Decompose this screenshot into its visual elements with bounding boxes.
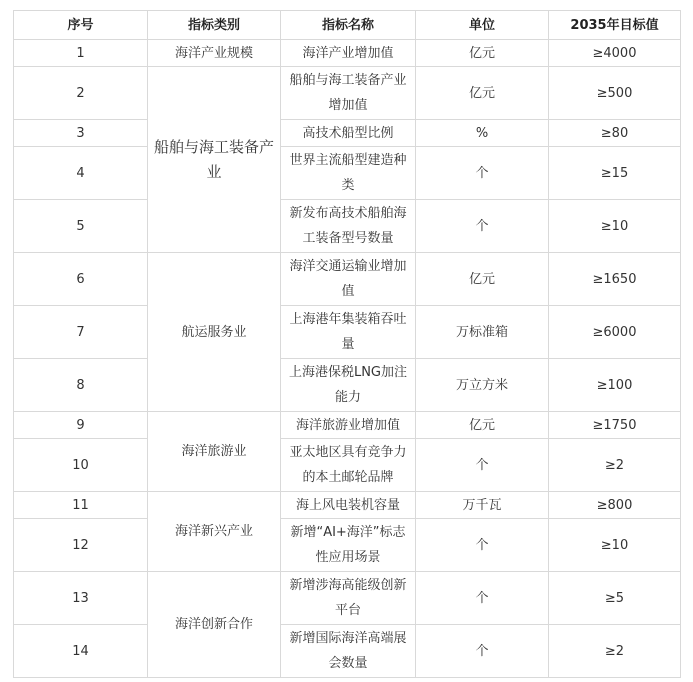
indicator-name: 上海港年集装箱吞吐量 <box>281 306 416 359</box>
indicator-name: 新增涉海高能级创新平台 <box>281 572 416 625</box>
table-row <box>14 439 681 492</box>
unit-cell: 个 <box>416 200 549 253</box>
row-no: 2 <box>14 67 148 120</box>
target-cell: ≥10 <box>549 519 681 572</box>
row-no: 11 <box>14 492 148 519</box>
table-row <box>14 572 681 625</box>
unit-cell: 个 <box>416 439 549 492</box>
table-row <box>14 253 681 306</box>
category-cell: 海洋创新合作 <box>148 572 281 678</box>
header-unit: 单位 <box>416 11 549 40</box>
target-cell: ≥1650 <box>549 253 681 306</box>
row-no: 8 <box>14 359 148 412</box>
indicator-name: 新增国际海洋高端展会数量 <box>281 625 416 678</box>
table-row <box>14 120 681 147</box>
target-cell: ≥10 <box>549 200 681 253</box>
category-cell: 海洋旅游业 <box>148 412 281 492</box>
indicator-name: 船舶与海工装备产业增加值 <box>281 67 416 120</box>
row-no: 12 <box>14 519 148 572</box>
target-cell: ≥100 <box>549 359 681 412</box>
header-name: 指标名称 <box>281 11 416 40</box>
table-row <box>14 200 681 253</box>
table-row <box>14 519 681 572</box>
table-row <box>14 625 681 678</box>
target-cell: ≥2 <box>549 625 681 678</box>
indicator-name: 海上风电装机容量 <box>281 492 416 519</box>
target-cell: ≥500 <box>549 67 681 120</box>
category-cell: 船舶与海工装备产业 <box>148 67 281 253</box>
unit-cell: 万标准箱 <box>416 306 549 359</box>
target-cell: ≥2 <box>549 439 681 492</box>
row-no: 1 <box>14 40 148 67</box>
indicator-name: 海洋交通运输业增加值 <box>281 253 416 306</box>
header-no: 序号 <box>14 11 148 40</box>
unit-cell: 亿元 <box>416 412 549 439</box>
row-no: 10 <box>14 439 148 492</box>
table-row <box>14 306 681 359</box>
table-row <box>14 359 681 412</box>
row-no: 13 <box>14 572 148 625</box>
indicator-name: 新发布高技术船舶海工装备型号数量 <box>281 200 416 253</box>
table-row <box>14 40 681 67</box>
unit-cell: 个 <box>416 519 549 572</box>
header-target: 2035年目标值 <box>549 11 681 40</box>
target-cell: ≥80 <box>549 120 681 147</box>
target-cell: ≥6000 <box>549 306 681 359</box>
table-row <box>14 492 681 519</box>
target-cell: ≥5 <box>549 572 681 625</box>
indicator-name: 海洋旅游业增加值 <box>281 412 416 439</box>
row-no: 6 <box>14 253 148 306</box>
indicator-name: 上海港保税LNG加注能力 <box>281 359 416 412</box>
unit-cell: 个 <box>416 147 549 200</box>
row-no: 7 <box>14 306 148 359</box>
indicator-name: 亚太地区具有竞争力的本土邮轮品牌 <box>281 439 416 492</box>
table-row <box>14 147 681 200</box>
unit-cell: 亿元 <box>416 253 549 306</box>
unit-cell: 万千瓦 <box>416 492 549 519</box>
category-cell: 海洋产业规模 <box>148 40 281 67</box>
indicator-table <box>13 10 681 678</box>
table-row <box>14 67 681 120</box>
row-no: 9 <box>14 412 148 439</box>
indicator-name: 新增“AI+海洋”标志性应用场景 <box>281 519 416 572</box>
target-cell: ≥1750 <box>549 412 681 439</box>
header-row <box>14 11 681 40</box>
indicator-name: 高技术船型比例 <box>281 120 416 147</box>
row-no: 5 <box>14 200 148 253</box>
unit-cell: 亿元 <box>416 40 549 67</box>
unit-cell: % <box>416 120 549 147</box>
row-no: 4 <box>14 147 148 200</box>
category-cell: 航运服务业 <box>148 253 281 412</box>
unit-cell: 个 <box>416 625 549 678</box>
indicator-name: 海洋产业增加值 <box>281 40 416 67</box>
category-cell: 海洋新兴产业 <box>148 492 281 572</box>
target-cell: ≥800 <box>549 492 681 519</box>
unit-cell: 个 <box>416 572 549 625</box>
target-cell: ≥15 <box>549 147 681 200</box>
unit-cell: 万立方米 <box>416 359 549 412</box>
indicator-name: 世界主流船型建造种类 <box>281 147 416 200</box>
row-no: 14 <box>14 625 148 678</box>
target-cell: ≥4000 <box>549 40 681 67</box>
row-no: 3 <box>14 120 148 147</box>
unit-cell: 亿元 <box>416 67 549 120</box>
header-category: 指标类别 <box>148 11 281 40</box>
table-row <box>14 412 681 439</box>
